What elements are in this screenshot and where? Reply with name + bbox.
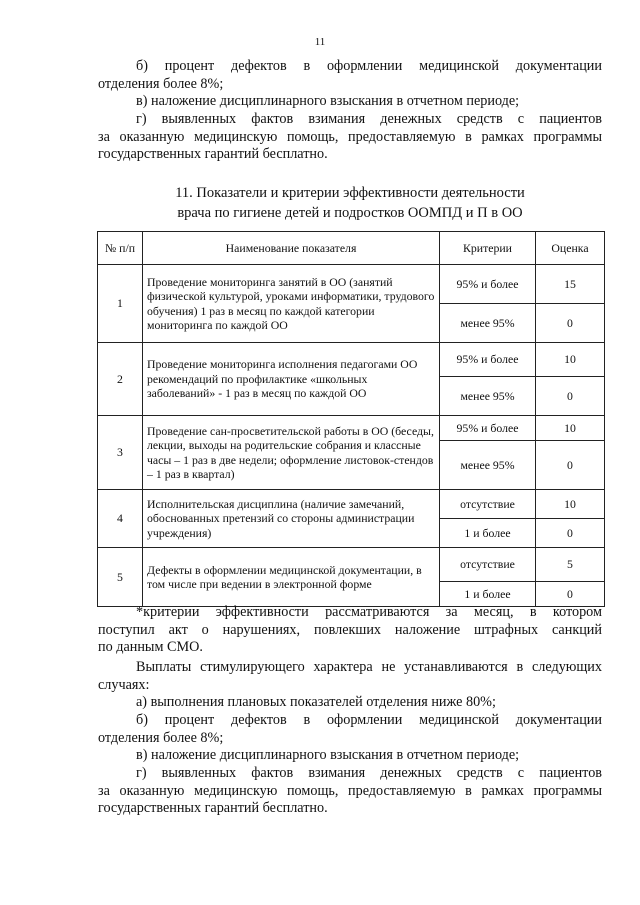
- row-num: 5: [98, 548, 143, 607]
- row-name: Дефекты в оформлении медицинской документации, в том числе при ведении в электронной форме: [143, 548, 440, 607]
- table-row: [98, 490, 605, 519]
- bottom-item-g-line-3: государственных гарантий бесплатно.: [98, 800, 328, 816]
- top-item-b-line-1: б) процент дефектов в оформлении медицинской документации: [136, 58, 602, 74]
- criteria-table: [97, 231, 605, 607]
- bottom-item-g-line-1: г) выявленных фактов взимания денежных средств с пациентов: [136, 765, 602, 781]
- row-criteria: отсутствие: [440, 548, 536, 582]
- row-num: 3: [98, 416, 143, 490]
- top-item-v: [98, 93, 602, 111]
- bottom-item-a-line-1: а) выполнения плановых показателей отделения ниже 80%;: [136, 694, 496, 710]
- footnote-line-2: поступил акт о нарушениях, повлекших наложение штрафных санкций: [98, 621, 602, 638]
- row-criteria: менее 95%: [440, 377, 536, 416]
- row-criteria: отсутствие: [440, 490, 536, 519]
- row-score: 0: [536, 441, 605, 490]
- bottom-item-v: [98, 747, 602, 765]
- section-title-line-2: врача по гигиене детей и подростков ООМПД и П в ОО: [177, 205, 523, 221]
- top-item-g: [98, 111, 602, 164]
- bottom-item-b-line-1: б) процент дефектов в оформлении медицинской документации: [136, 712, 602, 728]
- row-name: Проведение сан-просветительской работы в ОО (беседы, лекции, выходы на родительские собрания и классные часы – 1 раз в две недели; оформление листовок-стендов – 1 раз в квартал): [143, 416, 440, 490]
- row-name: Проведение мониторинга занятий в ОО (занятий физической культурой, уроками информатики, трудового обучения) 1 раз в месяц по каждой категории мониторинга по каждой ОО: [143, 265, 440, 343]
- table-row: [98, 265, 605, 304]
- bottom-item-v-line-1: в) наложение дисциплинарного взыскания в отчетном периоде;: [136, 747, 520, 763]
- top-item-b-line-2: отделения более 8%;: [98, 75, 224, 92]
- row-num: 1: [98, 265, 143, 343]
- row-score: 0: [536, 377, 605, 416]
- row-criteria: 95% и более: [440, 343, 536, 377]
- bottom-item-g: [98, 765, 602, 818]
- bottom-intro-line-1: Выплаты стимулирующего характера не устанавливаются в следующих: [136, 659, 602, 675]
- row-score: 10: [536, 490, 605, 519]
- row-criteria: менее 95%: [440, 304, 536, 343]
- bottom-item-g-line-2: за оказанную медицинскую помощь, предоставляемую в рамках программы: [98, 782, 602, 799]
- bottom-item-a: [98, 694, 602, 712]
- header-name: Наименование показателя: [143, 232, 440, 265]
- row-score: 0: [536, 304, 605, 343]
- table-row: [98, 416, 605, 441]
- top-item-g-line-3: государственных гарантий бесплатно.: [98, 146, 328, 162]
- header-num: № п/п: [98, 232, 143, 265]
- row-score: 5: [536, 548, 605, 582]
- row-num: 2: [98, 343, 143, 416]
- page-number: 11: [314, 36, 326, 48]
- top-item-g-line-1: г) выявленных фактов взимания денежных средств с пациентов: [136, 111, 602, 127]
- row-score: 10: [536, 343, 605, 377]
- row-criteria: 1 и более: [440, 582, 536, 607]
- top-item-g-line-2: за оказанную медицинскую помощь, предоставляемую в рамках программы: [98, 128, 602, 145]
- bottom-intro-line-2: случаях:: [98, 676, 150, 693]
- header-score: Оценка: [536, 232, 605, 265]
- table-row: [98, 548, 605, 582]
- section-title-line-1: 11. Показатели и критерии эффективности деятельности: [175, 185, 525, 201]
- header-criteria: Критерии: [440, 232, 536, 265]
- row-score: 10: [536, 416, 605, 441]
- bottom-intro: [98, 659, 602, 694]
- row-num: 4: [98, 490, 143, 548]
- row-score: 0: [536, 519, 605, 548]
- bottom-item-b-line-2: отделения более 8%;: [98, 729, 224, 746]
- section-title: [98, 183, 602, 223]
- bottom-item-b: [98, 712, 602, 747]
- row-score: 15: [536, 265, 605, 304]
- footnote-line-3: по данным СМО.: [98, 639, 203, 655]
- row-criteria: менее 95%: [440, 441, 536, 490]
- row-name: Проведение мониторинга исполнения педагогами ОО рекомендаций по профилактике «школьных заболеваний» - 1 раз в месяц по каждой ОО: [143, 343, 440, 416]
- row-score: 0: [536, 582, 605, 607]
- footnote-line-1: *критерии эффективности рассматриваются за месяц, в котором: [136, 604, 602, 620]
- row-criteria: 95% и более: [440, 265, 536, 304]
- row-criteria: 95% и более: [440, 416, 536, 441]
- footnote: [98, 604, 602, 657]
- table-row: [98, 343, 605, 377]
- top-item-v-line-1: в) наложение дисциплинарного взыскания в отчетном периоде;: [136, 93, 520, 109]
- row-criteria: 1 и более: [440, 519, 536, 548]
- table-header-row: [98, 232, 605, 265]
- row-name: Исполнительская дисциплина (наличие замечаний, обоснованных претензий со стороны администрации учреждения): [143, 490, 440, 548]
- top-item-b: [98, 58, 602, 93]
